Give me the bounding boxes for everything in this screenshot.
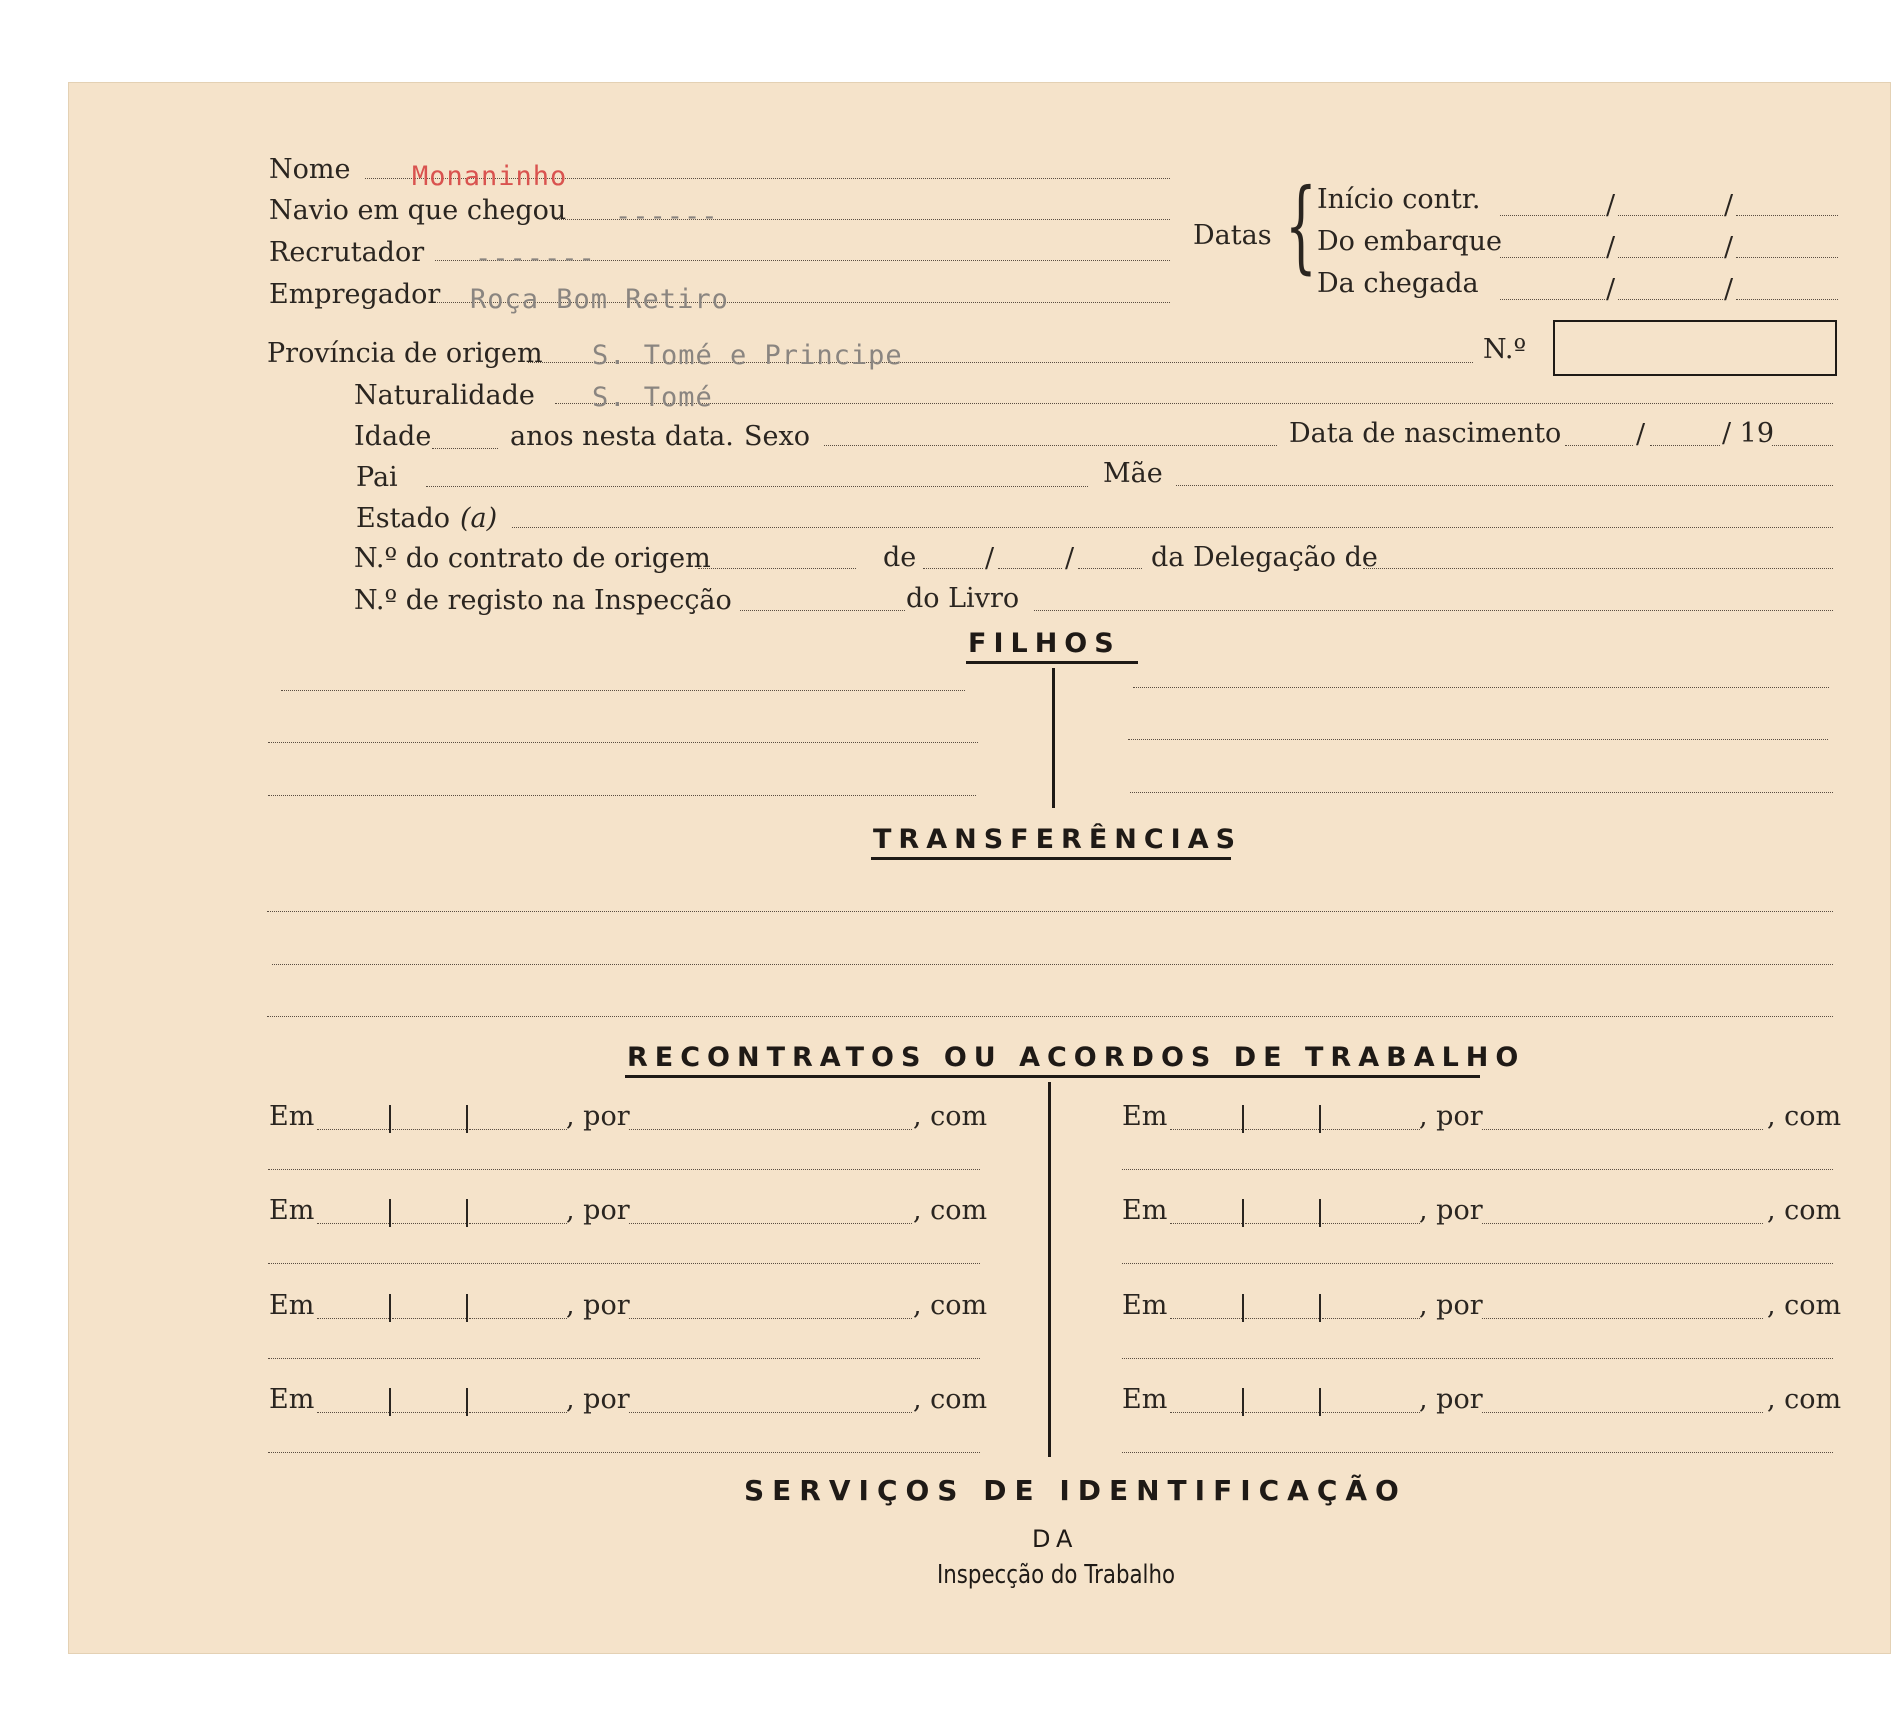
recontrato-right-1-por-label: , por — [1419, 1101, 1483, 1132]
recontrato-right-1-month[interactable] — [1245, 1129, 1319, 1130]
nascimento-year-prefix: / 19 — [1722, 418, 1775, 449]
empregador-label: Empregador — [269, 279, 441, 310]
estado-label: Estado — [356, 503, 451, 534]
nascimento-label: Data de nascimento — [1289, 418, 1562, 449]
recontrato-left-4-sep-2 — [466, 1388, 468, 1416]
recontrato-left-4-month[interactable] — [392, 1412, 466, 1413]
filhos-line-right-1[interactable] — [1133, 687, 1829, 688]
recontrato-left-1-continuation[interactable] — [268, 1169, 980, 1170]
transferencias-line-1[interactable] — [267, 911, 1833, 912]
navio-value: ------ — [615, 201, 719, 232]
inicio-label: Início contr. — [1317, 184, 1481, 215]
recontrato-left-4-sep-1 — [389, 1388, 391, 1416]
recontrato-left-4-com-label: , com — [913, 1384, 988, 1415]
recontrato-right-3-year[interactable] — [1322, 1318, 1420, 1319]
recontrato-left-1-sep-2 — [466, 1105, 468, 1133]
provincia-value: S. Tomé e Principe — [592, 340, 903, 371]
recontrato-left-3-em-label: Em — [269, 1290, 315, 1321]
filhos-heading: FILHOS — [968, 628, 1121, 659]
recontrato-right-2-continuation[interactable] — [1122, 1263, 1833, 1264]
recontrato-right-4-sep-1 — [1242, 1388, 1244, 1416]
recontrato-left-2-month[interactable] — [392, 1223, 466, 1224]
inicio-day[interactable] — [1500, 215, 1605, 216]
recontrato-left-4-por-label: , por — [566, 1384, 630, 1415]
delegacao-field-line[interactable] — [1363, 568, 1833, 569]
recontrato-right-3-sep-2 — [1319, 1294, 1321, 1322]
recontrato-right-3-por-label: , por — [1419, 1290, 1483, 1321]
mae-field-line[interactable] — [1176, 485, 1833, 486]
identification-card — [68, 82, 1891, 1654]
recontrato-left-4-em-label: Em — [269, 1384, 315, 1415]
filhos-line-left-2[interactable] — [268, 742, 978, 743]
recontrato-left-3-por-field[interactable] — [629, 1318, 912, 1319]
inicio-slash-2: / — [1724, 190, 1734, 221]
footer-inspeccao: Inspecção do Trabalho — [937, 1560, 1176, 1590]
recontrato-left-1-month[interactable] — [392, 1129, 466, 1130]
recontrato-right-3-month[interactable] — [1245, 1318, 1319, 1319]
recontratos-underline — [625, 1075, 1480, 1078]
filhos-divider — [1052, 668, 1055, 808]
nome-value: Monaninho — [412, 161, 568, 192]
recontrato-left-1-year[interactable] — [469, 1129, 567, 1130]
embarque-day[interactable] — [1500, 257, 1605, 258]
chegada-slash-1: / — [1606, 274, 1616, 305]
recontrato-right-1-com-label: , com — [1767, 1101, 1842, 1132]
embarque-slash-2: / — [1724, 232, 1734, 263]
datas-brace: { — [1285, 167, 1317, 284]
datas-label: Datas — [1193, 220, 1272, 251]
recontrato-right-4-sep-2 — [1319, 1388, 1321, 1416]
nome-label: Nome — [269, 154, 351, 185]
filhos-line-left-3[interactable] — [268, 795, 976, 796]
recontrato-right-2-em-label: Em — [1122, 1195, 1168, 1226]
provincia-label: Província de origem — [267, 338, 543, 369]
recontrato-right-2-month[interactable] — [1245, 1223, 1319, 1224]
recontrato-right-4-year[interactable] — [1322, 1412, 1420, 1413]
footer-title: SERVIÇOS DE IDENTIFICAÇÃO — [744, 1474, 1407, 1507]
embarque-month[interactable] — [1618, 257, 1723, 258]
recontrato-right-1-em-label: Em — [1122, 1101, 1168, 1132]
numero-label: N.º — [1483, 334, 1527, 365]
recontrato-left-4-year[interactable] — [469, 1412, 567, 1413]
recontrato-right-2-por-field[interactable] — [1482, 1223, 1763, 1224]
inicio-year[interactable] — [1736, 215, 1838, 216]
chegada-year[interactable] — [1736, 299, 1838, 300]
recrutador-label: Recrutador — [269, 237, 425, 268]
recontrato-right-2-year[interactable] — [1322, 1223, 1420, 1224]
navio-label: Navio em que chegou — [269, 195, 567, 226]
contrato-year[interactable] — [1078, 568, 1142, 569]
pai-label: Pai — [356, 462, 398, 493]
embarque-slash-1: / — [1606, 232, 1616, 263]
contrato-de-label: de — [883, 542, 917, 573]
recontrato-left-2-day[interactable] — [317, 1223, 391, 1224]
recontrato-right-4-por-label: , por — [1419, 1384, 1483, 1415]
nascimento-day[interactable] — [1565, 445, 1633, 446]
chegada-day[interactable] — [1500, 299, 1605, 300]
recontrato-right-3-sep-1 — [1242, 1294, 1244, 1322]
transferencias-underline — [871, 857, 1231, 860]
contrato-slash-1: / — [985, 543, 995, 574]
recontrato-right-3-continuation[interactable] — [1122, 1358, 1833, 1359]
naturalidade-field-line[interactable] — [555, 403, 1833, 404]
recontrato-left-3-year[interactable] — [469, 1318, 567, 1319]
recontrato-left-2-em-label: Em — [269, 1195, 315, 1226]
registo-field-line[interactable] — [740, 610, 905, 611]
mae-label: Mãe — [1103, 458, 1163, 489]
sexo-field-line[interactable] — [824, 445, 1277, 446]
chegada-slash-2: / — [1724, 274, 1734, 305]
estado-note: (a) — [460, 503, 498, 534]
contrato-month[interactable] — [998, 568, 1062, 569]
filhos-line-right-3[interactable] — [1130, 792, 1833, 793]
embarque-year[interactable] — [1736, 257, 1838, 258]
filhos-underline — [966, 661, 1138, 664]
recontrato-right-3-day[interactable] — [1170, 1318, 1244, 1319]
inicio-month[interactable] — [1618, 215, 1723, 216]
filhos-line-left-1[interactable] — [281, 690, 965, 691]
recontrato-right-3-em-label: Em — [1122, 1290, 1168, 1321]
recontrato-left-3-day[interactable] — [317, 1318, 391, 1319]
recontrato-left-2-por-field[interactable] — [629, 1223, 912, 1224]
recontrato-right-2-com-label: , com — [1767, 1195, 1842, 1226]
recontrato-right-1-por-field[interactable] — [1482, 1129, 1763, 1130]
contrato-label: N.º do contrato de origem — [354, 543, 711, 574]
contrato-field-line[interactable] — [698, 568, 856, 569]
embarque-label: Do embarque — [1317, 226, 1503, 257]
recontrato-left-2-year[interactable] — [469, 1223, 567, 1224]
recontrato-left-1-sep-1 — [389, 1105, 391, 1133]
recontrato-right-4-com-label: , com — [1767, 1384, 1842, 1415]
recontrato-right-3-por-field[interactable] — [1482, 1318, 1763, 1319]
recrutador-value: ------- — [475, 243, 596, 274]
recontrato-right-4-em-label: Em — [1122, 1384, 1168, 1415]
pai-field-line[interactable] — [426, 486, 1088, 487]
recontratos-heading: RECONTRATOS OU ACORDOS DE TRABALHO — [627, 1042, 1526, 1073]
empregador-value: Roça Bom Retiro — [470, 284, 729, 315]
transferencias-heading: TRANSFERÊNCIAS — [873, 824, 1243, 855]
idade-label: Idade — [354, 421, 432, 452]
recontrato-left-2-por-label: , por — [566, 1195, 630, 1226]
recontrato-left-2-com-label: , com — [913, 1195, 988, 1226]
numero-box[interactable] — [1553, 320, 1837, 376]
livro-label: do Livro — [906, 583, 1020, 614]
transferencias-line-3[interactable] — [267, 1016, 1833, 1017]
recontrato-left-4-day[interactable] — [317, 1412, 391, 1413]
recontrato-left-3-sep-1 — [389, 1294, 391, 1322]
recontrato-right-2-sep-1 — [1242, 1199, 1244, 1227]
recontrato-left-2-sep-1 — [389, 1199, 391, 1227]
chegada-month[interactable] — [1618, 299, 1723, 300]
recontrato-left-4-continuation[interactable] — [268, 1452, 980, 1453]
anos-label: anos nesta data. — [510, 421, 734, 452]
recontrato-right-2-por-label: , por — [1419, 1195, 1483, 1226]
recontrato-right-1-sep-1 — [1242, 1105, 1244, 1133]
recontrato-left-1-em-label: Em — [269, 1101, 315, 1132]
recontrato-right-4-day[interactable] — [1170, 1412, 1244, 1413]
contrato-day[interactable] — [923, 568, 983, 569]
recontrato-left-3-com-label: , com — [913, 1290, 988, 1321]
recontrato-left-1-day[interactable] — [317, 1129, 391, 1130]
recontrato-left-2-sep-2 — [466, 1199, 468, 1227]
recontrato-right-2-sep-2 — [1319, 1199, 1321, 1227]
recontrato-left-2-continuation[interactable] — [268, 1263, 980, 1264]
recontrato-right-2-day[interactable] — [1170, 1223, 1244, 1224]
nascimento-year[interactable] — [1772, 445, 1833, 446]
delegacao-label: da Delegação de — [1151, 542, 1378, 573]
recontrato-left-1-por-label: , por — [566, 1101, 630, 1132]
filhos-line-right-2[interactable] — [1128, 739, 1828, 740]
recontrato-right-4-por-field[interactable] — [1482, 1412, 1763, 1413]
recontrato-left-3-continuation[interactable] — [268, 1358, 980, 1359]
recontrato-left-1-com-label: , com — [913, 1101, 988, 1132]
footer-da: DA — [1032, 1525, 1079, 1553]
registo-label: N.º de registo na Inspecção — [354, 585, 732, 616]
recontrato-left-3-por-label: , por — [566, 1290, 630, 1321]
recontrato-right-1-sep-2 — [1319, 1105, 1321, 1133]
recontrato-left-4-por-field[interactable] — [629, 1412, 912, 1413]
chegada-label: Da chegada — [1317, 268, 1479, 299]
naturalidade-label: Naturalidade — [354, 380, 535, 411]
recontrato-right-1-day[interactable] — [1170, 1129, 1244, 1130]
recontrato-right-1-continuation[interactable] — [1122, 1169, 1833, 1170]
inicio-slash-1: / — [1606, 190, 1616, 221]
recontrato-right-4-month[interactable] — [1245, 1412, 1319, 1413]
recontrato-left-1-por-field[interactable] — [629, 1129, 912, 1130]
idade-field-line[interactable] — [432, 448, 498, 449]
estado-field-line[interactable] — [512, 527, 1833, 528]
recontrato-left-3-month[interactable] — [392, 1318, 466, 1319]
transferencias-line-2[interactable] — [272, 964, 1833, 965]
livro-field-line[interactable] — [1034, 610, 1833, 611]
recontrato-right-4-continuation[interactable] — [1122, 1452, 1833, 1453]
sexo-label: Sexo — [744, 421, 810, 452]
recontratos-divider — [1048, 1082, 1051, 1457]
contrato-slash-2: / — [1065, 543, 1075, 574]
naturalidade-value: S. Tomé — [592, 382, 713, 413]
recontrato-right-3-com-label: , com — [1767, 1290, 1842, 1321]
nascimento-month[interactable] — [1650, 445, 1720, 446]
recontrato-right-1-year[interactable] — [1322, 1129, 1420, 1130]
nascimento-slash: / — [1636, 419, 1646, 450]
recontrato-left-3-sep-2 — [466, 1294, 468, 1322]
